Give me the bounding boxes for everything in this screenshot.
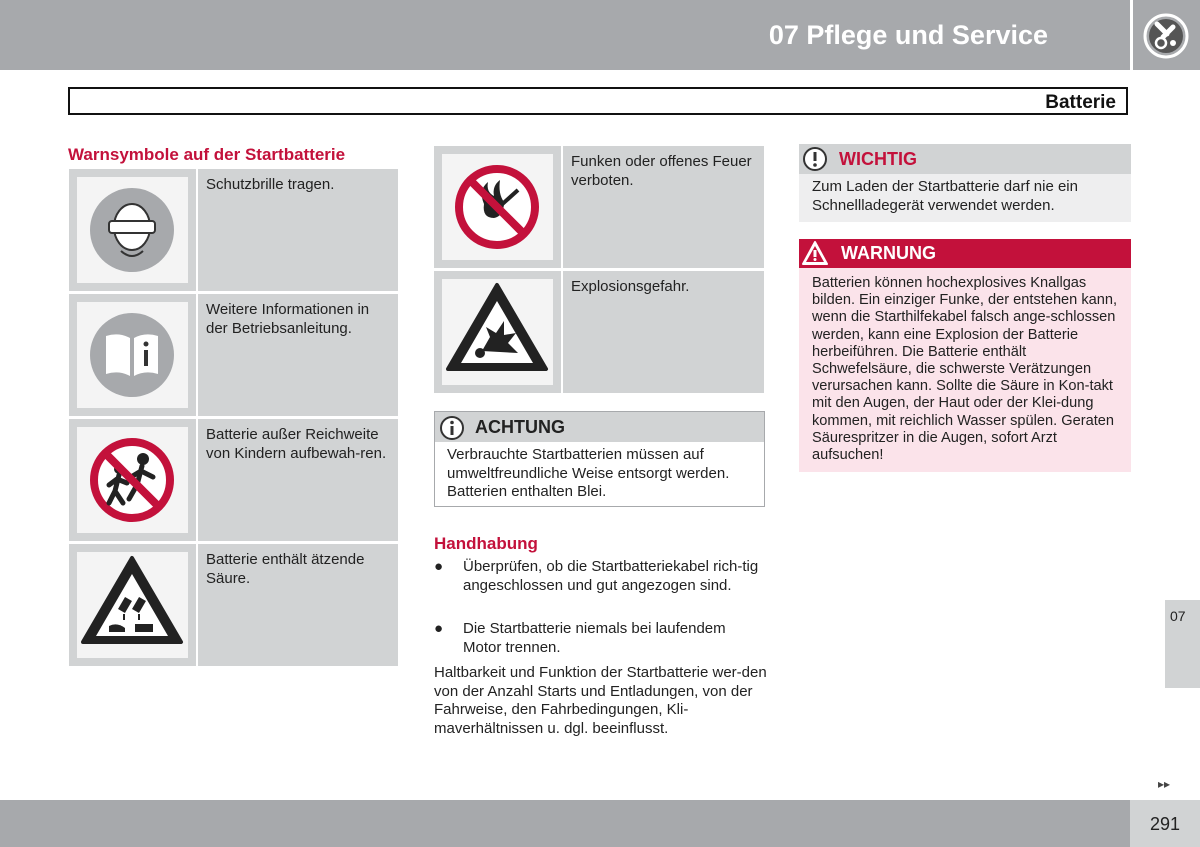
bullet-icon: ●	[434, 620, 444, 637]
bullet-icon: ●	[434, 558, 444, 575]
warning-triangle-icon	[801, 240, 829, 267]
symbol-text: Batterie außer Reichweite von Kindern aufbewah-ren.	[198, 419, 398, 541]
warnung-callout	[799, 239, 1131, 472]
handhabung-heading: Handhabung	[434, 534, 538, 553]
handhabung-paragraph: Haltbarkeit und Funktion der Startbatterie wer-den von der Anzahl Starts und Entladungen, von der Fahrweise, den Fahrbedingungen, Kli-maverhältnissen u. dgl. beeinflusst.	[434, 664, 767, 737]
warnung-header	[799, 239, 1131, 268]
warnung-text: Batterien können hochexplosives Knallgas bilden. Ein einziger Funke, der entstehen kann, wenn die Starthilfekabel falsch ange-schlossen werden, kann eine Explosion der Batterie herbeiführen. Die Batterie enthält Schwefelsäure, die schwerste Verätzungen verursachen kann. Sollte die Säure in Kon-takt mit den Augen, der Haut oder der Klei-dung kommen, mit reichlich Wasser spülen. Geraten Säurespritzer in die Augen, sofort Arzt aufsuchen!	[812, 275, 1118, 464]
wichtig-callout	[799, 144, 1131, 222]
symbol-row-children	[69, 419, 398, 541]
corrosive-icon	[69, 544, 196, 666]
list-item	[434, 558, 766, 595]
page-number-box	[1130, 800, 1200, 847]
chapter-title: 07 Pflege und Service	[768, 20, 1048, 50]
wrench-gear-icon	[1133, 0, 1200, 70]
explosion-icon	[434, 271, 561, 393]
chapter-header	[0, 0, 1130, 70]
symbol-row-manual	[69, 294, 398, 416]
achtung-callout	[434, 411, 765, 507]
symbol-row-corrosive	[69, 544, 398, 666]
symbol-text: Batterie enthält ätzende Säure.	[198, 544, 398, 666]
section-title: Batterie	[1045, 92, 1116, 113]
warnung-label: WARNUNG	[841, 243, 936, 263]
bullet-text: Die Startbatterie niemals bei laufendem Motor trennen.	[463, 620, 726, 656]
manual-info-icon	[69, 294, 196, 416]
achtung-text: Verbrauchte Startbatterien müssen auf umweltfreundliche Weise entsorgt werden. Batterien enthalten Blei.	[447, 446, 730, 500]
achtung-header	[435, 412, 764, 442]
symbol-text: Funken oder offenes Feuer verboten.	[563, 146, 764, 268]
section-bar	[68, 87, 1128, 115]
achtung-label: ACHTUNG	[475, 417, 565, 437]
double-arrow-icon[interactable]: ▸▸	[1158, 777, 1171, 791]
exclamation-icon	[802, 146, 828, 172]
symbol-text: Explosionsgefahr.	[563, 271, 764, 393]
symbol-row-no-fire	[434, 146, 764, 268]
chapter-tab[interactable]	[1165, 600, 1200, 688]
bullet-text: Überprüfen, ob die Startbatteriekabel rich-tig angeschlossen und gut angezogen sind.	[463, 558, 759, 594]
symbol-text: Weitere Informationen in der Betriebsanleitung.	[198, 294, 398, 416]
no-fire-icon	[434, 146, 561, 268]
symbol-row-glasses	[69, 169, 398, 291]
safety-glasses-icon	[69, 169, 196, 291]
wichtig-label: WICHTIG	[839, 149, 917, 169]
footer-bar	[0, 800, 1200, 847]
chapter-icon-box	[1133, 0, 1200, 70]
wichtig-text: Zum Laden der Startbatterie darf nie ein Schnellladegerät verwendet werden.	[812, 178, 1078, 214]
left-heading: Warnsymbole auf der Startbatterie	[68, 145, 346, 164]
symbol-row-explosion	[434, 271, 764, 393]
info-icon	[439, 415, 465, 441]
list-item	[434, 620, 766, 657]
wichtig-header	[799, 144, 1131, 174]
page-number: 291	[1150, 814, 1181, 834]
symbol-text: Schutzbrille tragen.	[198, 169, 398, 291]
no-children-icon	[69, 419, 196, 541]
chapter-tab-label: 07	[1170, 608, 1186, 624]
